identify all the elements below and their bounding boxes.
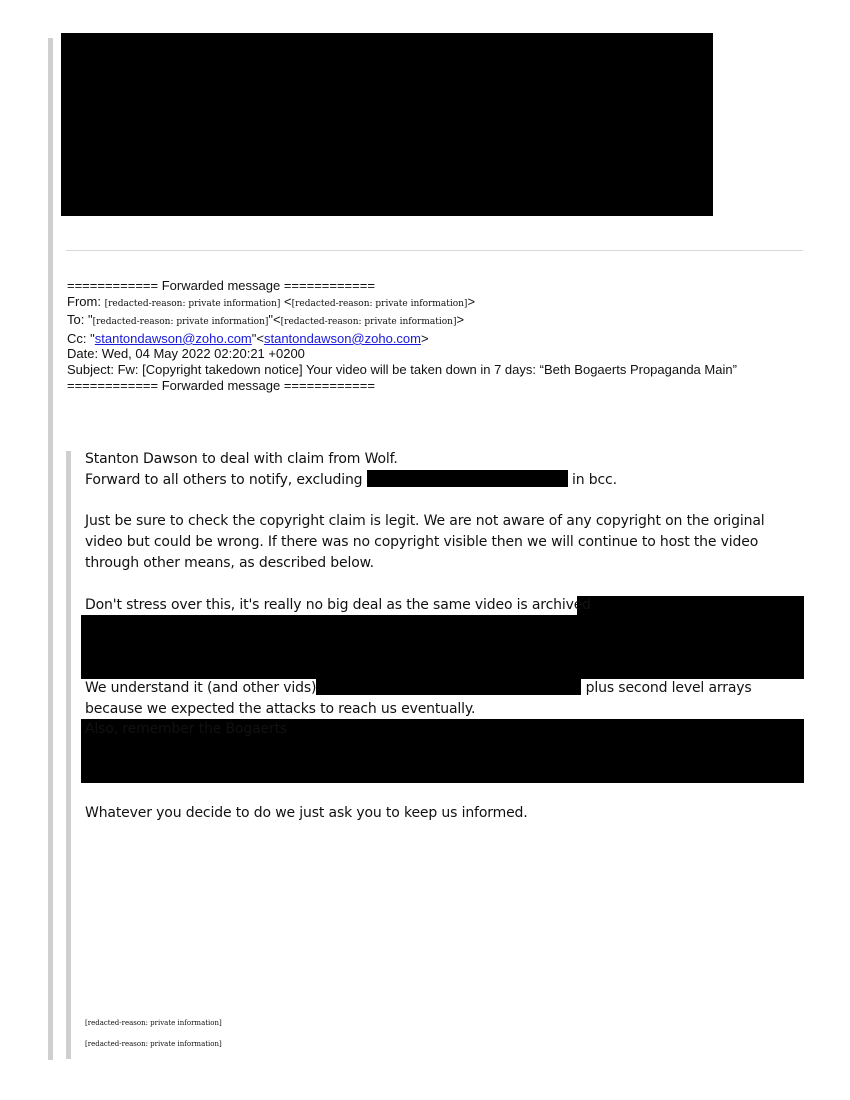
footer-line: [redacted-reason: private information] xyxy=(85,1040,222,1048)
from-line: From: [redacted-reason: private information] <[redacted-reason: private information]> xyxy=(67,293,476,309)
separator-bottom: ============ Forwarded message ============ xyxy=(67,377,375,393)
message-paragraph: Just be sure to check the copyright claim is legit. We are not aware of any copyright on the original video but could be wrong. If there was no copyright visible then we will continue to host the video through other means, as described below. xyxy=(85,513,765,571)
quote-bar-outer xyxy=(48,38,53,1060)
message-paragraph: Don't stress over this, it's really no big deal as the same video is archived xyxy=(85,596,591,613)
redaction-inline xyxy=(316,678,581,695)
redaction-block-top xyxy=(61,33,713,216)
date-line: Date: Wed, 04 May 2022 02:20:21 +0200 xyxy=(67,346,305,362)
subject-line: Subject: Fw: [Copyright takedown notice] Your video will be taken down in 7 days: “Beth Bogaerts Propaganda Main” xyxy=(67,361,737,377)
divider-rule xyxy=(66,250,803,251)
footer-line: [redacted-reason: private information] xyxy=(85,1019,222,1027)
forwarded-headers xyxy=(67,278,827,393)
date-value: Wed, 04 May 2022 02:20:21 +0200 xyxy=(101,346,305,362)
from-name: [redacted-reason: private information] xyxy=(104,298,281,309)
message-closing: Whatever you decide to do we just ask you to keep us informed. xyxy=(85,804,528,821)
message-paragraph: Also, remember the Bogaerts xyxy=(85,721,288,738)
message-body xyxy=(85,449,800,823)
to-name: [redacted-reason: private information] xyxy=(92,317,269,328)
message-line: Stanton Dawson to deal with claim from Wolf. xyxy=(85,451,398,467)
message-paragraph: We understand it (and other vids) plus second level arrays because we expected the attacks to reach us eventually. xyxy=(85,679,752,717)
from-email: [redacted-reason: private information] xyxy=(291,298,468,309)
subject-value: Fw: [Copyright takedown notice] Your video will be taken down in 7 days: “Beth Bogaerts Propaganda Main” xyxy=(117,361,737,377)
to-line: To: "[redacted-reason: private information]"<[redacted-reason: private information]> xyxy=(67,312,465,328)
redaction-inline xyxy=(367,470,568,487)
separator-top: ============ Forwarded message ============ xyxy=(67,278,375,293)
cc-name-link[interactable]: stantondawson@zoho.com xyxy=(94,330,252,346)
message-line: Forward to all others to notify, excluding in bcc. xyxy=(85,471,617,488)
cc-line: Cc: "stantondawson@zoho.com"<stantondawson@zoho.com> xyxy=(67,330,429,346)
cc-email-link[interactable]: stantondawson@zoho.com xyxy=(263,330,421,346)
quote-bar-inner xyxy=(66,451,71,1059)
to-email: [redacted-reason: private information] xyxy=(280,317,457,328)
